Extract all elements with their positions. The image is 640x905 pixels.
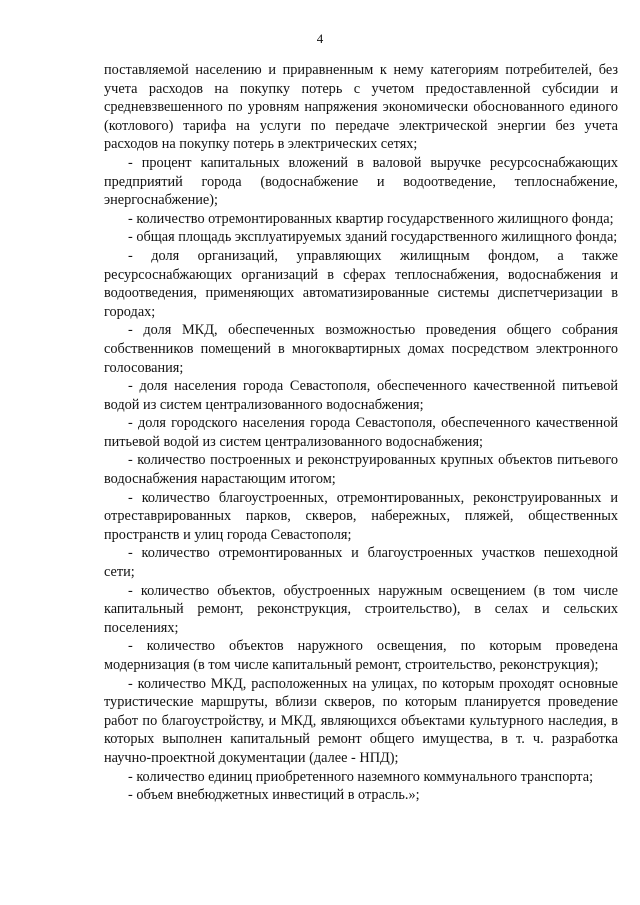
- list-item: - доля организаций, управляющих жилищным фондом, а также ресурсоснабжающих организаций в сферах теплоснабжения, водоснабжения и водоотведения, применяющих автоматизированные системы диспетчеризации в городах;: [104, 247, 618, 320]
- list-item: - доля МКД, обеспеченных возможностью проведения общего собрания собственников помещений в многоквартирных домах посредством электронного голосования;: [104, 322, 618, 376]
- list-item: - объем внебюджетных инвестиций в отрасль.»;: [128, 787, 420, 804]
- list-item: - процент капитальных вложений в валовой выручке ресурсоснабжающих предприятий города (водоснабжение и водоотведение, теплоснабжение, энергоснабжение);: [104, 154, 618, 209]
- document-body: [104, 61, 618, 805]
- list-item: - количество объектов, обустроенных наружным освещением (в том числе капитальный ремонт, реконструкция, строительство), в селах и сельских поселениях;: [104, 582, 618, 636]
- list-item: - количество МКД, расположенных на улицах, по которым проходят основные туристические маршруты, вблизи скверов, по которым планируется проведение работ по благоустройству, и МКД, являющихся объектами культурного наследия, в которых выполнен капитальный ремонт общего имущества, в т. ч. разработка научно-проектной документации (далее - НПД);: [104, 675, 618, 766]
- list-item: - количество единиц приобретенного наземного коммунального транспорта;: [128, 768, 594, 785]
- list-item: - количество отремонтированных и благоустроенных участков пешеходной сети;: [104, 545, 618, 581]
- paragraph-continuation: поставляемой населению и приравненным к нему категориям потребителей, без учета расходов на покупку потерь с учетом предоставленной субсидии и средневзвешенного по уровням напряжения экономически обоснованного единого (котлового) тарифа на услуги по передаче электрической энергии без учета расходов на покупку потерь в электрических сетях;: [104, 62, 618, 153]
- list-item: - доля городского населения города Севастополя, обеспеченного качественной питьевой водой из систем централизованного водоснабжения;: [104, 415, 618, 450]
- list-item: - количество объектов наружного освещения, по которым проведена модернизация (в том числе капитальный ремонт, строительство, реконструкция);: [104, 638, 618, 673]
- page-number: 4: [316, 31, 324, 46]
- list-item: - общая площадь эксплуатируемых зданий государственного жилищного фонда;: [128, 229, 618, 246]
- list-item: - количество благоустроенных, отремонтированных, реконструированных и отреставрированных парков, скверов, набережных, пляжей, общественных пространств и улиц города Севастополя;: [104, 489, 618, 543]
- list-item: - количество построенных и реконструированных крупных объектов питьевого водоснабжения нарастающим итогом;: [104, 452, 618, 488]
- list-item: - доля населения города Севастополя, обеспеченного качественной питьевой водой из систем централизованного водоснабжения;: [104, 378, 618, 413]
- list-item: - количество отремонтированных квартир государственного жилищного фонда;: [128, 210, 614, 227]
